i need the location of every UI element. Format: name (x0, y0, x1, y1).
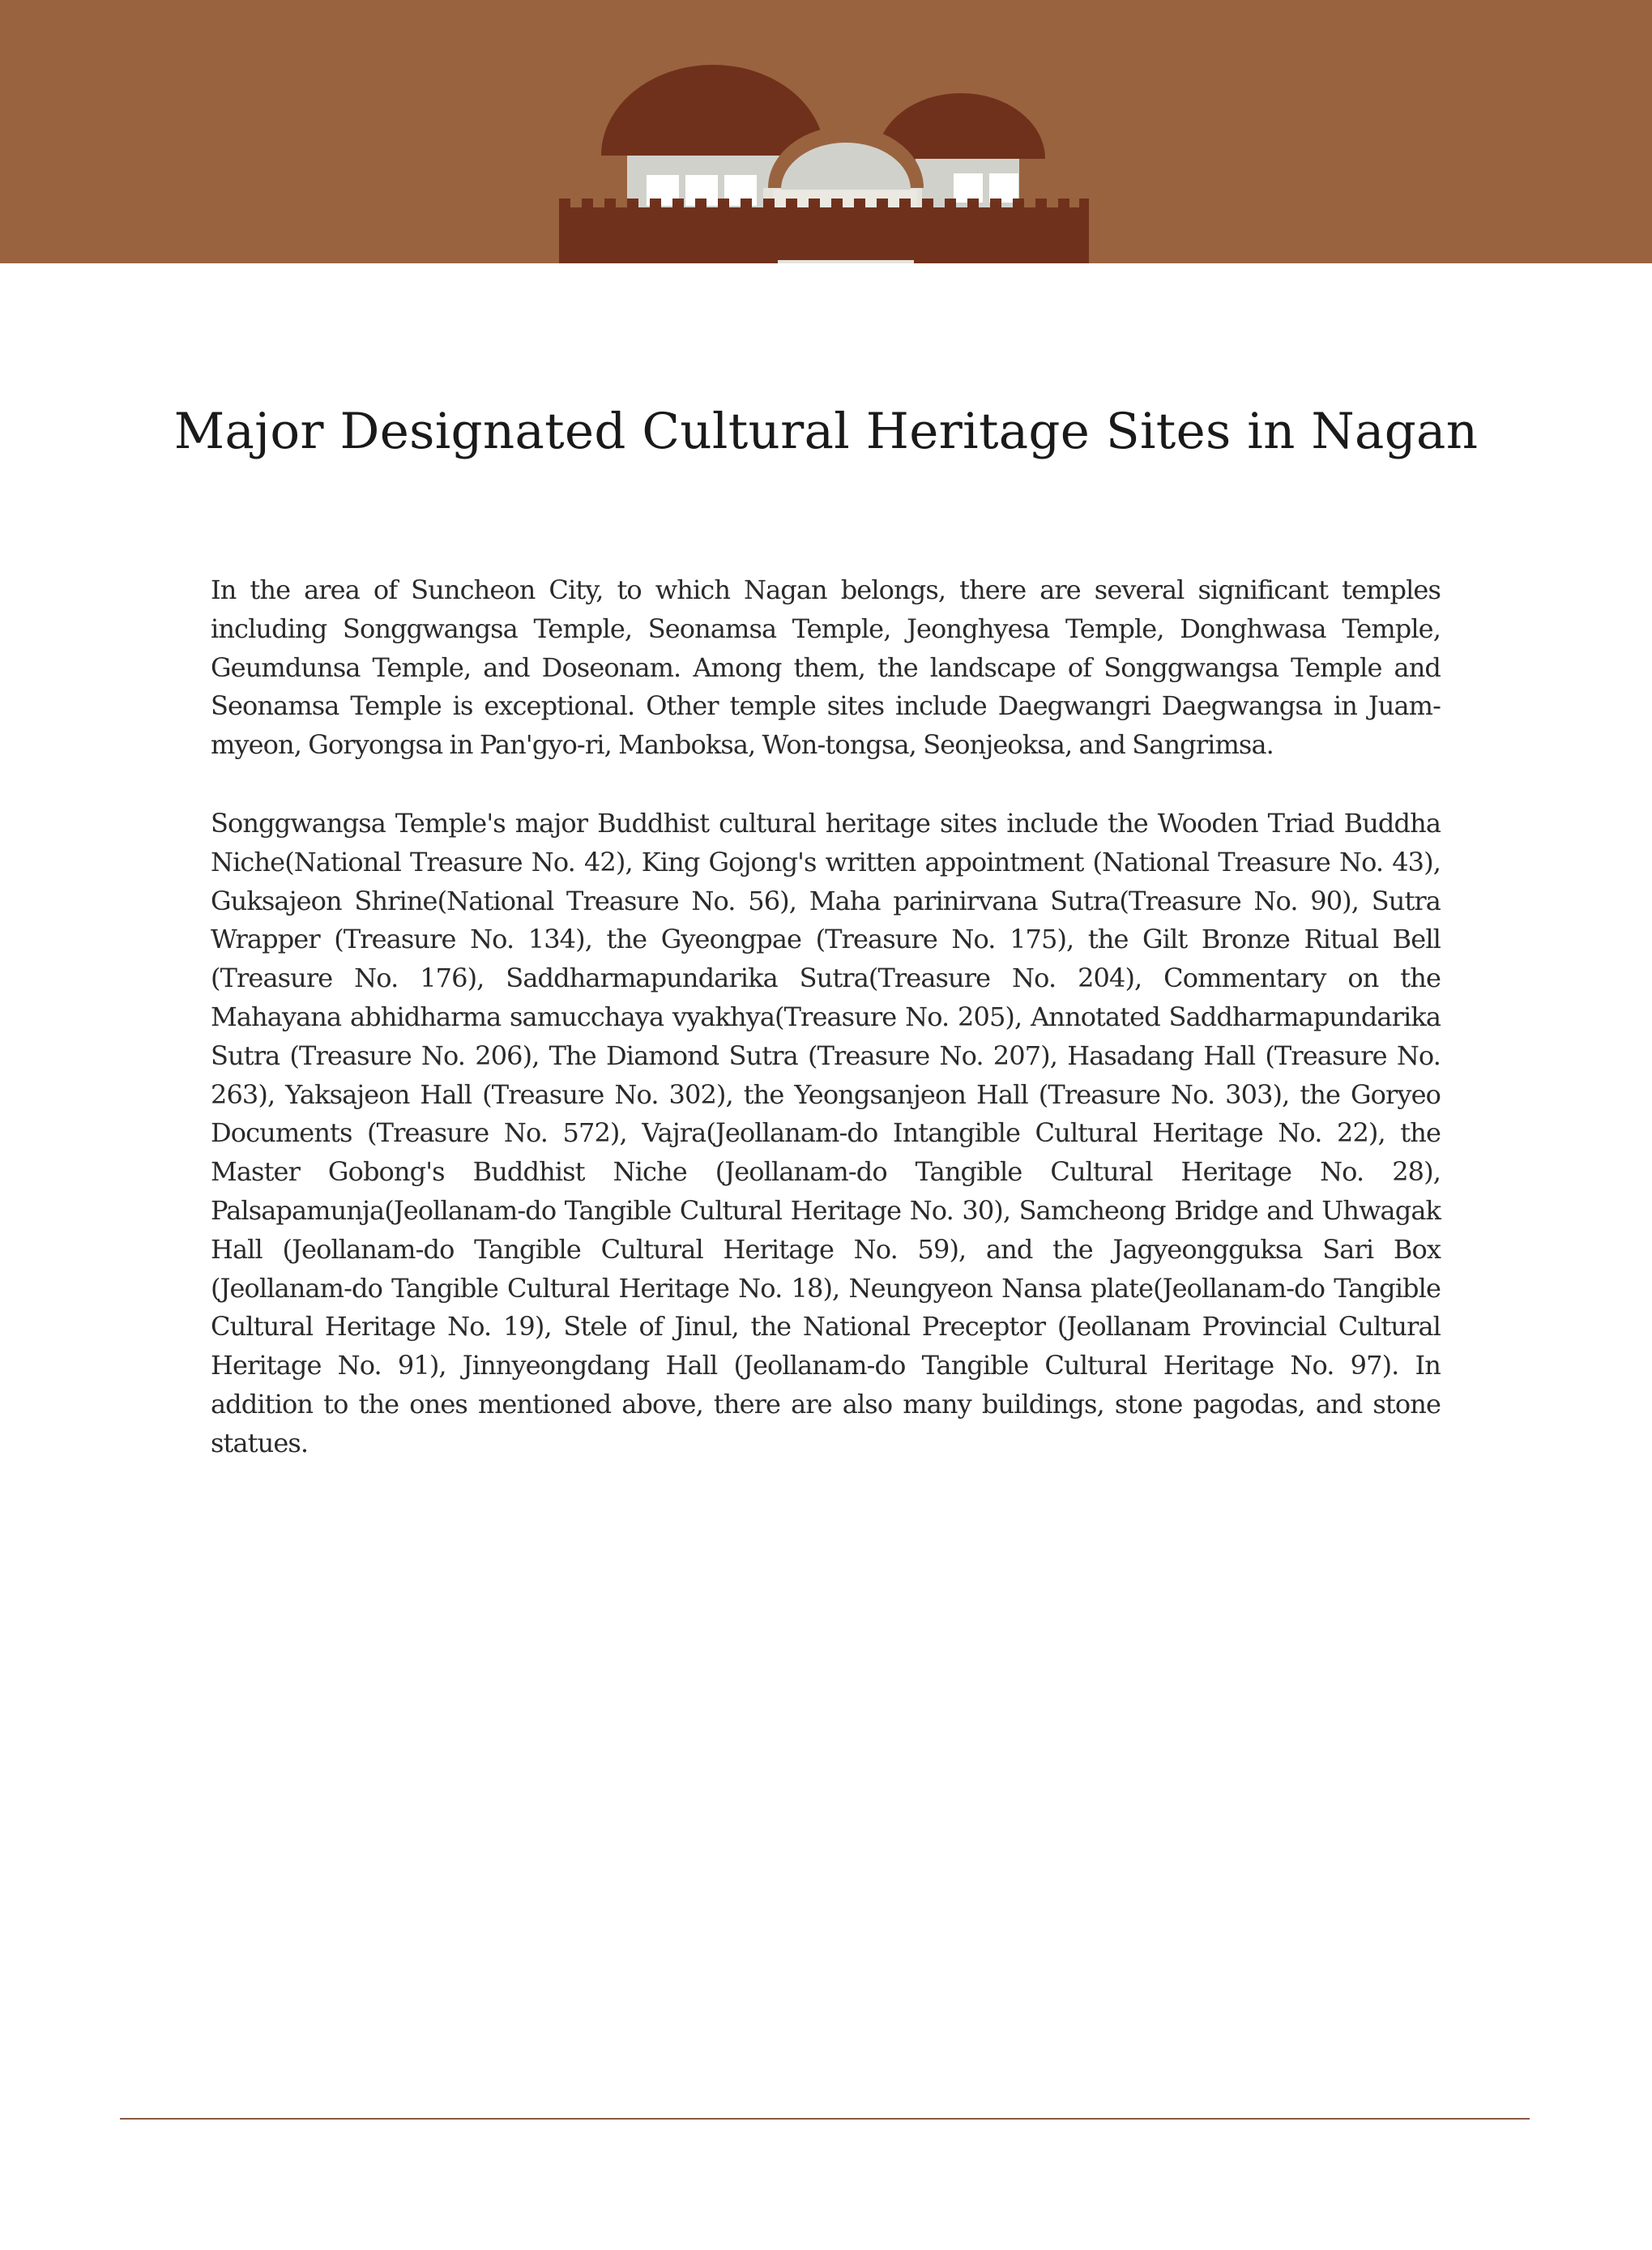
page-title: Major Designated Cultural Heritage Sites in Nagan (173, 403, 1479, 460)
temple-icon (559, 65, 1094, 263)
paragraph-songgwangsa-heritage: Songgwangsa Temple's major Buddhist cultural heritage sites include the Wooden Triad Buddha Niche(National Treasure No. 42), King Gojong's written appointment (National Treasure No. 43), Guksajeon Shrine(National Treasure No. 56), Maha parinirvana Sutra(Treasure No. 90), Sutra Wrapper (Treasure No. 134), the Gyeongpae (Treasure No. 175), the Gilt Bronze Ritual Bell (Treasure No. 176), Saddharmapundarika Sutra(Treasure No. 204), Commentary on the Mahayana abhidharma samucchaya vyakhya(Treasure No. 205), Annotated Saddharmapundarika Sutra (Treasure No. 206), The Diamond Sutra (Treasure No. 207), Hasadang Hall (Treasure No. 263), Yaksajeon Hall (Treasure No. 302), the Yeongsanjeon Hall (Treasure No. 303), the Goryeo Documents (Treasure No. 572), Vajra(Jeollanam-do Intangible Cultural Heritage No. 22), the Master Gobong's Buddhist Niche (Jeollanam-do Tangible Cultural Heritage No. 28), Palsapamunja(Jeollanam-do Tangible Cultural Heritage No. 30), Samcheong Bridge and Uhwagak Hall (Jeollanam-do Tangible Cultural Heritage No. 59), and the Jagyeongguksa Sari Box (Jeollanam-do Tangible Cultural Heritage No. 18), Neungyeon Nansa plate(Jeollanam-do Tangible Cultural Heritage No. 19), Stele of Jinul, the National Preceptor (Jeollanam Provincial Cultural Heritage No. 91), Jinnyeongdang Hall (Jeollanam-do Tangible Cultural Heritage No. 97). In addition to the ones mentioned above, there are also many buildings, stone pagodas, and stone statues. (211, 808, 1441, 1458)
header-band (0, 0, 1652, 263)
footer-divider (120, 2118, 1530, 2120)
paragraph-temples-overview: In the area of Suncheon City, to which Nagan belongs, there are several significant temples including Songgwangsa Temple, Seonamsa Temple, Jeonghyesa Temple, Donghwasa Temple, Geumdunsa Temple, and Doseonam. Among them, the landscape of Songgwangsa Temple and Seonamsa Temple is exceptional. Other temple sites include Daegwangri Daegwangsa in Juam-myeon, Goryongsa in Pan'gyo-ri, Manboksa, Won-tongsa, Seonjeoksa, and Sangrimsa. (211, 574, 1441, 761)
